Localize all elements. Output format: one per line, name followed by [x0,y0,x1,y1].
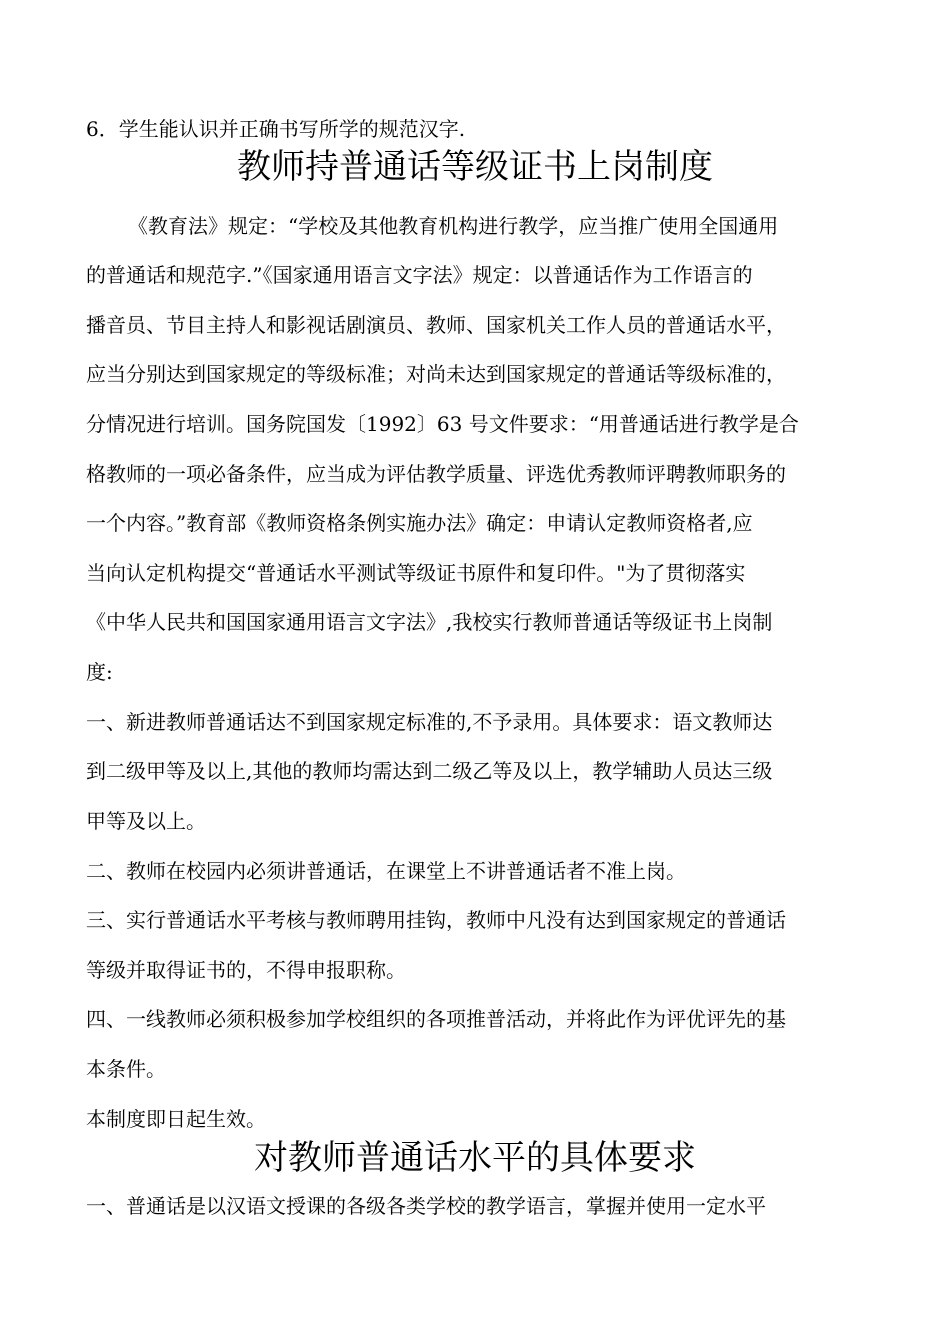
section-title-requirements: 对教师普通话水平的具体要求 [254,1138,696,1178]
rule-line: 本条件。 [86,1057,166,1081]
paragraph-line: 一个内容。”教育部《教师资格条例实施办法》确定：申请认定教师资格者,应 [86,511,753,535]
paragraph-line: 播音员、节目主持人和影视话剧演员、教师、国家机关工作人员的普通话水平， [86,313,786,337]
rule-line: 到二级甲等及以上,其他的教师均需达到二级乙等及以上，教学辅助人员达三级 [86,759,773,783]
paragraph-line: 格教师的一项必备条件，应当成为评估教学质量、评选优秀教师评聘教师职务的 [86,462,786,486]
paragraph-line: 当向认定机构提交“普通话水平测试等级证书原件和复印件。"为了贯彻落实 [86,561,746,585]
rule-line: 三、实行普通话水平考核与教师聘用挂钩，教师中凡没有达到国家规定的普通话 [86,908,786,932]
paragraph-line: 《教育法》规定：“学校及其他教育机构进行教学，应当推广使用全国通用 [128,214,779,238]
paragraph-line: 的普通话和规范字.”《国家通用语言文字法》规定：以普通话作为工作语言的 [86,263,753,287]
paragraph-line: 应当分别达到国家规定的等级标准；对尚未达到国家规定的普通话等级标准的， [86,362,786,386]
paragraph-line: 度: [86,660,113,684]
section-title-certificate-policy: 教师持普通话等级证书上岗制度 [237,147,713,187]
rule-line: 等级并取得证书的，不得申报职称。 [86,958,406,982]
effective-statement: 本制度即日起生效。 [86,1107,266,1131]
rule-line: 二、教师在校园内必须讲普通话，在课堂上不讲普通话者不准上岗。 [86,859,686,883]
paragraph-line: 分情况进行培训。国务院国发〔1992〕63 号文件要求：“用普通话进行教学是合 [86,412,799,436]
list-item-6: 6．学生能认识并正确书写所学的规范汉字. [86,117,466,141]
rule-line: 一、新进教师普通话达不到国家规定标准的,不予录用。具体要求：语文教师达 [86,710,773,734]
rule-line: 四、一线教师必须积极参加学校组织的各项推普活动，并将此作为评优评先的基 [86,1007,786,1031]
paragraph-line: 一、普通话是以汉语文授课的各级各类学校的教学语言，掌握并使用一定水平 [86,1194,766,1218]
rule-line: 甲等及以上。 [86,809,206,833]
paragraph-line: 《中华人民共和国国家通用语言文字法》,我校实行教师普通话等级证书上岗制 [86,610,773,634]
